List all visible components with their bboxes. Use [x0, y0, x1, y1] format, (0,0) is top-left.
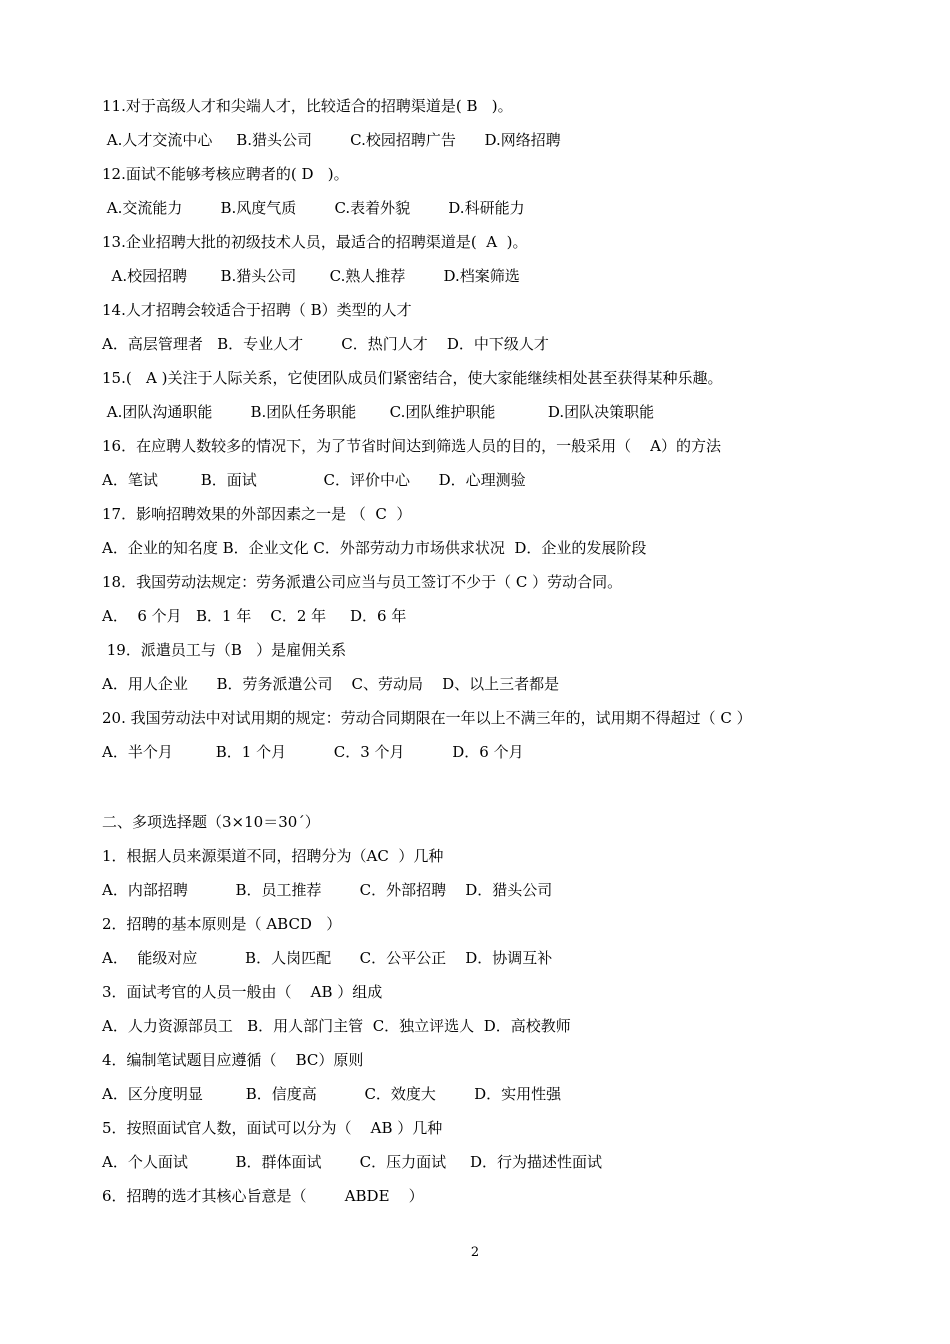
mc-question-4-options: A．区分度明显 B．信度高 C．效度大 D．实用性强: [102, 1085, 562, 1103]
question-17-options: A．企业的知名度 B．企业文化 C．外部劳动力市场供求状况 D．企业的发展阶段: [102, 539, 647, 557]
mc-question-3-options: A．人力资源部员工 B．用人部门主管 C．独立评选人 D．高校教师: [102, 1017, 571, 1035]
question-20: 20. 我国劳动法中对试用期的规定：劳动合同期限在一年以上不满三年的，试用期不得超过（ C ）: [102, 709, 752, 727]
question-16: 16．在应聘人数较多的情况下，为了节省时间达到筛选人员的目的，一般采用（ A）的方法: [102, 437, 721, 455]
mc-question-1-options: A．内部招聘 B．员工推荐 C．外部招聘 D．猎头公司: [102, 881, 553, 899]
mc-question-3: 3．面试考官的人员一般由（ AB ）组成: [102, 983, 383, 1001]
mc-question-6: 6．招聘的选才其核心旨意是（ ABDE ）: [102, 1187, 424, 1205]
page-number: 2: [470, 1245, 480, 1260]
question-13-options: A.校园招聘 B.猎头公司 C.熟人推荐 D.档案筛选: [102, 267, 520, 285]
question-16-options: A．笔试 B．面试 C．评价中心 D．心理测验: [102, 471, 526, 489]
mc-question-5: 5．按照面试官人数，面试可以分为（ AB ）几种: [102, 1119, 443, 1137]
question-18: 18．我国劳动法规定：劳务派遣公司应当与员工签订不少于（ C ）劳动合同。: [102, 573, 623, 591]
mc-question-5-options: A．个人面试 B．群体面试 C．压力面试 D．行为描述性面试: [102, 1153, 603, 1171]
mc-question-1: 1．根据人员来源渠道不同，招聘分为（AC ）几种: [102, 847, 444, 865]
mc-question-4: 4．编制笔试题目应遵循（ BC）原则: [102, 1051, 364, 1069]
question-12: 12.面试不能够考核应聘者的( D )。: [102, 165, 349, 183]
question-17: 17．影响招聘效果的外部因素之一是 （ C ）: [102, 505, 412, 523]
mc-question-2: 2．招聘的基本原则是（ ABCD ）: [102, 915, 342, 933]
question-13: 13.企业招聘大批的初级技术人员，最适合的招聘渠道是( A )。: [102, 233, 528, 251]
question-19: 19．派遣员工与（B ）是雇佣关系: [102, 641, 347, 659]
mc-question-2-options: A． 能级对应 B．人岗匹配 C．公平公正 D．协调互补: [102, 949, 553, 967]
section-heading-multiple-choice: 二、多项选择题（3×10＝30ˊ）: [102, 813, 320, 831]
question-15: 15.( A )关注于人际关系，它使团队成员们紧密结合，使大家能继续相处甚至获得某种乐趣。: [102, 369, 723, 387]
question-15-options: A.团队沟通职能 B.团队任务职能 C.团队维护职能 D.团队决策职能: [102, 403, 655, 421]
question-19-options: A．用人企业 B．劳务派遣公司 C、劳动局 D、以上三者都是: [102, 675, 560, 693]
question-11: 11.对于高级人才和尖端人才，比较适合的招聘渠道是( B )。: [102, 97, 513, 115]
question-14: 14.人才招聘会较适合于招聘（ B）类型的人才: [102, 301, 412, 319]
question-14-options: A．高层管理者 B．专业人才 C．热门人才 D．中下级人才: [102, 335, 549, 353]
question-18-options: A． 6 个月 B．1 年 C．2 年 D．6 年: [102, 607, 407, 625]
question-12-options: A.交流能力 B.风度气质 C.表着外貌 D.科研能力: [102, 199, 525, 217]
question-20-options: A．半个月 B．1 个月 C．3 个月 D．6 个月: [102, 743, 524, 761]
question-11-options: A.人才交流中心 B.猎头公司 C.校园招聘广告 D.网络招聘: [102, 131, 561, 149]
